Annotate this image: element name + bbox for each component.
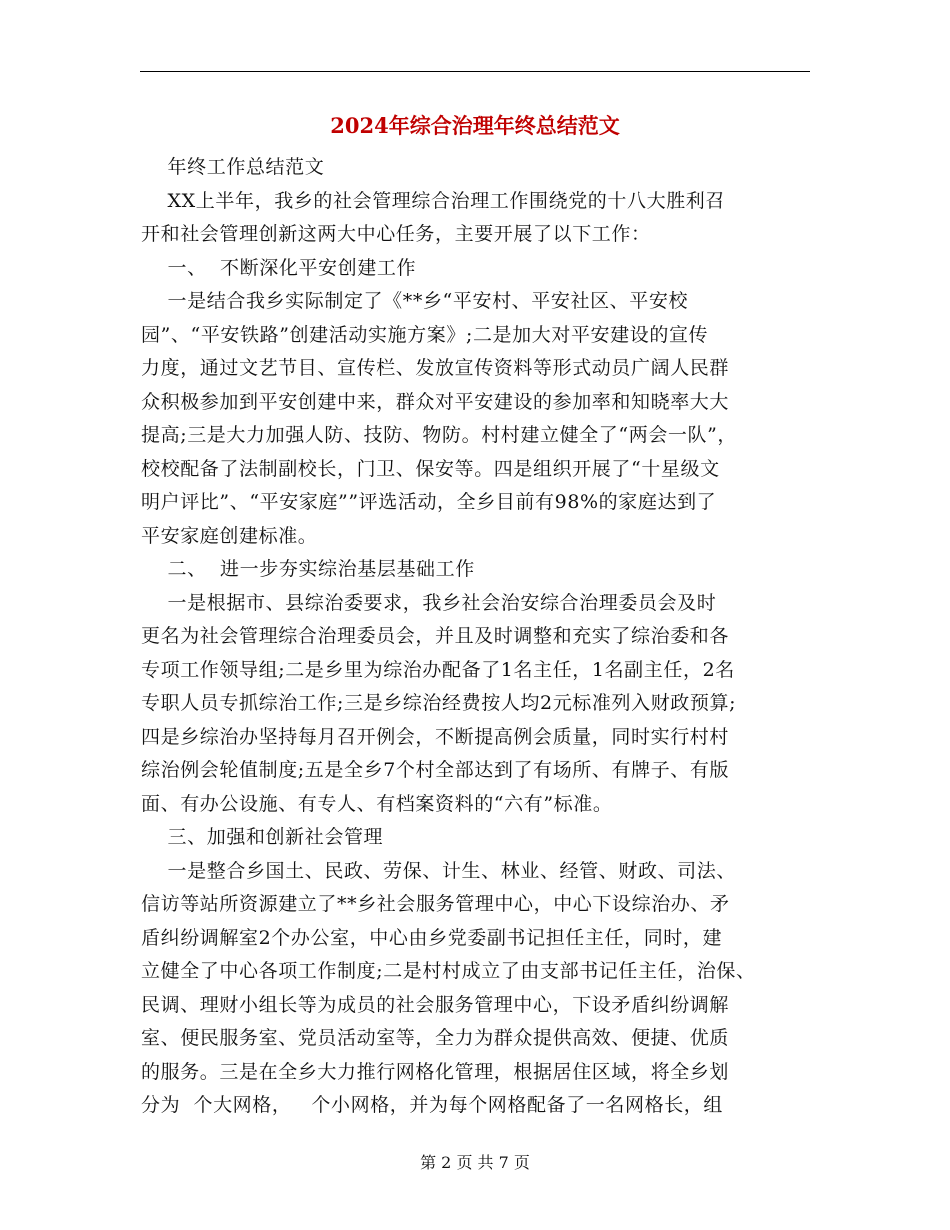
body-line: 一是整合乡国土、民政、劳保、计生、林业、经管、财政、司法、 [141,859,736,882]
header-rule [140,71,810,72]
body-line: 一是根据市、县综治委要求，我乡社会治安综合治理委员会及时 [141,591,717,614]
body-line: 立健全了中心各项工作制度;二是村村成立了由支部书记任主任，治保、 [141,960,756,982]
body-line: 提高;三是大力加强人防、技防、物防。村村建立健全了“两会一队”， [141,424,738,446]
body-line: 分为 个大网格， 个小网格，并为每个网格配备了一名网格长，组 [141,1094,723,1116]
body-line: 力度，通过文艺节目、宣传栏、发放宣传资料等形式动员广阔人民群 [141,357,730,379]
body-line: 二、 进一步夯实综治基层基础工作 [141,558,475,580]
page-indicator: 第 2 页 共 7 页 [420,1153,530,1172]
body-line: 面、有办公设施、有专人、有档案资料的“六有”标准。 [141,792,613,815]
body-line: 盾纠纷调解室2个办公室，中心由乡党委副书记担任主任，同时，建 [141,926,723,949]
body-line: 专项工作领导组;二是乡里为综治办配备了1名主任，1名副主任，2名 [141,658,735,681]
body-line: 四是乡综治办坚持每月召开例会，不断提高例会质量，同时实行村村 [141,725,730,748]
body-line: 年终工作总结范文 [141,156,325,178]
body-line: 明户评比”、“平安家庭””评选活动，全乡目前有98%的家庭达到了 [141,491,717,513]
body-line: 三、加强和创新社会管理 [141,826,384,848]
body-line: 综治例会轮值制度;五是全乡7个村全部达到了有场所、有牌子、有版 [141,759,730,781]
body-line: 室、便民服务室、党员活动室等，全力为群众提供高效、便捷、优质 [141,1027,730,1049]
body-line: XX上半年，我乡的社会管理综合治理工作围绕党的十八大胜利召 [141,189,726,212]
document-title: 2024年综合治理年终总结范文 [330,113,620,138]
body-line: 更名为社会管理综合治理委员会，并且及时调整和充实了综治委和各 [141,625,730,647]
body-line: 专职人员专抓综治工作;三是乡综治经费按人均2元标准列入财政预算; [141,692,737,714]
body-line: 的服务。三是在全乡大力推行网格化管理，根据居住区域，将全乡划 [141,1060,730,1083]
body-line: 园”、“平安铁路”创建活动实施方案》;二是加大对平安建设的宣传 [141,323,709,346]
body-line: 一、 不断深化平安创建工作 [141,256,417,279]
body-line: 校校配备了法制副校长，门卫、保安等。四是组织开展了“十星级文 [141,457,720,480]
body-line: 民调、理财小组长等为成员的社会服务管理中心，下设矛盾纠纷调解 [141,993,730,1016]
body-line: 一是结合我乡实际制定了《**乡“平安村、平安社区、平安校 [141,290,689,312]
body-line: 众积极参加到平安创建中来，群众对平安建设的参加率和知晓率大大 [141,390,730,413]
body-line: 平安家庭创建标准。 [141,524,318,547]
body-line: 开和社会管理创新这两大中心任务，主要开展了以下工作： [141,223,651,245]
body-line: 信访等站所资源建立了**乡社会服务管理中心，中心下设综治办、矛 [141,893,730,915]
